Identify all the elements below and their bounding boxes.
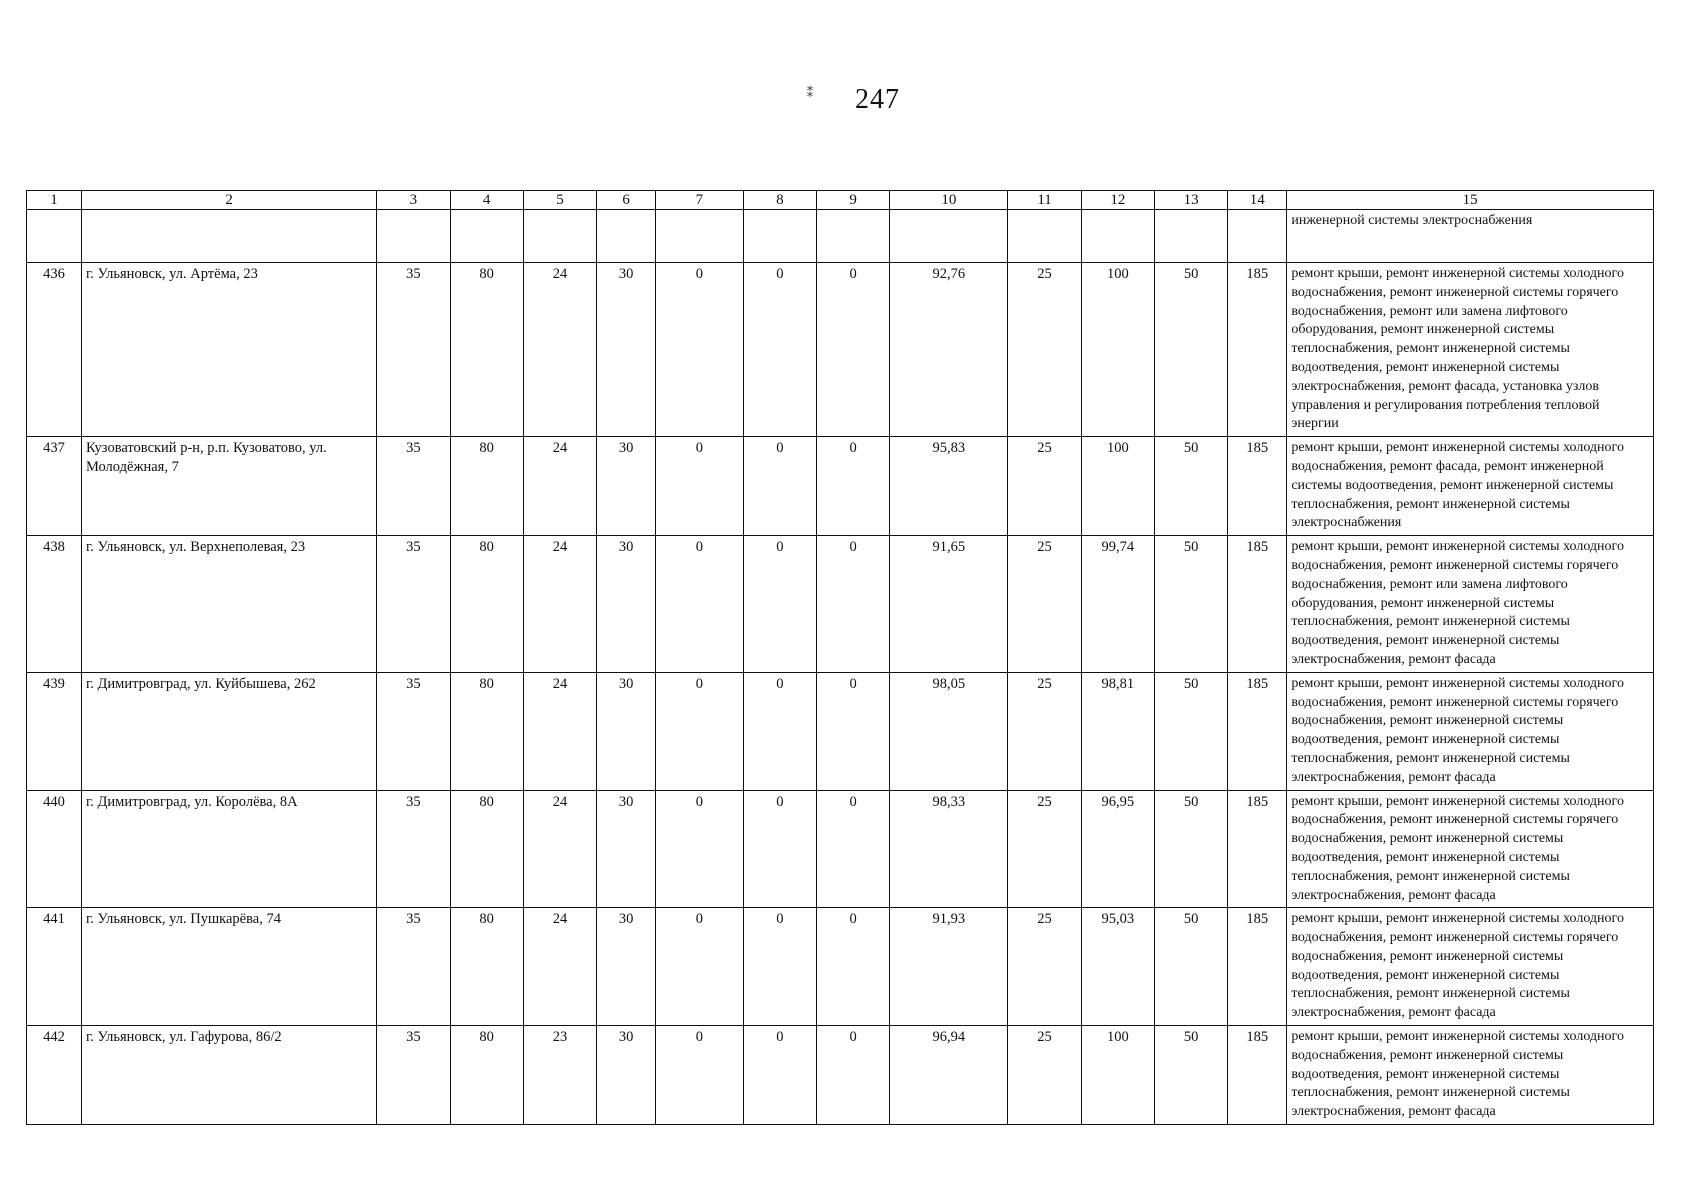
value-cell: 24	[523, 536, 596, 673]
value-cell: 0	[656, 790, 744, 908]
value-cell: 98,81	[1081, 672, 1154, 790]
value-cell: 35	[377, 437, 450, 536]
value-cell: 24	[523, 790, 596, 908]
value-cell: 50	[1154, 790, 1227, 908]
value-cell: 35	[377, 672, 450, 790]
table-row	[27, 263, 1654, 437]
value-cell: 30	[597, 672, 656, 790]
value-cell: 50	[1154, 437, 1227, 536]
value-cell: 80	[450, 437, 523, 536]
address-cell: Кузоватовский р-н, р.п. Кузоватово, ул. Молодёжная, 7	[81, 437, 376, 536]
value-cell: 25	[1008, 908, 1081, 1026]
value-cell: 91,65	[890, 536, 1008, 673]
value-cell: 100	[1081, 1026, 1154, 1125]
value-cell: 185	[1228, 263, 1287, 437]
value-cell: 0	[743, 672, 816, 790]
value-cell: 185	[1228, 908, 1287, 1026]
value-cell: 24	[523, 908, 596, 1026]
value-cell: 95,83	[890, 437, 1008, 536]
value-cell: 24	[523, 437, 596, 536]
value-cell: 30	[597, 263, 656, 437]
repair-table	[26, 190, 1654, 1125]
value-cell: 185	[1228, 672, 1287, 790]
value-cell: 96,94	[890, 1026, 1008, 1125]
table-row	[27, 908, 1654, 1026]
scan-mark: ⁑	[807, 86, 813, 100]
header-cell: 7	[656, 191, 744, 210]
value-cell: 25	[1008, 536, 1081, 673]
header-row	[27, 191, 1654, 210]
value-cell: 100	[1081, 263, 1154, 437]
value-cell: 0	[743, 908, 816, 1026]
value-cell: 0	[656, 536, 744, 673]
header-cell: 6	[597, 191, 656, 210]
row-number: 442	[27, 1026, 82, 1125]
value-cell: 35	[377, 263, 450, 437]
continuation-row	[27, 210, 1654, 263]
value-cell: 0	[743, 536, 816, 673]
value-cell: 25	[1008, 672, 1081, 790]
table-row	[27, 437, 1654, 536]
value-cell: 80	[450, 908, 523, 1026]
header-cell: 13	[1154, 191, 1227, 210]
value-cell: 0	[743, 263, 816, 437]
value-cell: 0	[817, 263, 890, 437]
value-cell: 25	[1008, 263, 1081, 437]
header-cell: 11	[1008, 191, 1081, 210]
address-cell: г. Димитровград, ул. Королёва, 8А	[81, 790, 376, 908]
header-cell: 15	[1287, 191, 1654, 210]
value-cell: 0	[656, 672, 744, 790]
address-cell: г. Ульяновск, ул. Гафурова, 86/2	[81, 1026, 376, 1125]
row-number: 436	[27, 263, 82, 437]
value-cell: 96,95	[1081, 790, 1154, 908]
value-cell: 0	[817, 1026, 890, 1125]
value-cell: 50	[1154, 263, 1227, 437]
header-cell: 8	[743, 191, 816, 210]
header-cell: 1	[27, 191, 82, 210]
value-cell: 91,93	[890, 908, 1008, 1026]
value-cell: 50	[1154, 1026, 1227, 1125]
value-cell: 80	[450, 1026, 523, 1125]
value-cell: 23	[523, 1026, 596, 1125]
work-description: ремонт крыши, ремонт инженерной системы холодного водоснабжения, ремонт инженерной системы горячего водоснабжения, ремонт инженерной системы водоотведения, ремонт инженерной системы теплоснабжения, ремонт инженерной системы электроснабжения, ремонт фасада	[1287, 908, 1654, 1026]
value-cell: 185	[1228, 536, 1287, 673]
value-cell: 30	[597, 536, 656, 673]
value-cell: 0	[817, 672, 890, 790]
value-cell: 98,33	[890, 790, 1008, 908]
value-cell: 50	[1154, 908, 1227, 1026]
header-cell: 9	[817, 191, 890, 210]
table-row	[27, 672, 1654, 790]
value-cell: 30	[597, 790, 656, 908]
value-cell: 0	[817, 790, 890, 908]
row-number: 437	[27, 437, 82, 536]
value-cell: 0	[743, 790, 816, 908]
address-cell: г. Ульяновск, ул. Артёма, 23	[81, 263, 376, 437]
value-cell: 25	[1008, 790, 1081, 908]
value-cell: 98,05	[890, 672, 1008, 790]
page-number: 247	[855, 84, 900, 115]
table-row	[27, 1026, 1654, 1125]
value-cell: 30	[597, 908, 656, 1026]
work-description: ремонт крыши, ремонт инженерной системы холодного водоснабжения, ремонт фасада, ремонт инженерной системы водоотведения, ремонт инженерной системы теплоснабжения, ремонт инженерной системы электроснабжения	[1287, 437, 1654, 536]
address-cell: г. Димитровград, ул. Куйбышева, 262	[81, 672, 376, 790]
work-description: ремонт крыши, ремонт инженерной системы холодного водоснабжения, ремонт инженерной системы горячего водоснабжения, ремонт инженерной системы водоотведения, ремонт инженерной системы теплоснабжения, ремонт инженерной системы электроснабжения, ремонт фасада	[1287, 672, 1654, 790]
value-cell: 95,03	[1081, 908, 1154, 1026]
value-cell: 185	[1228, 437, 1287, 536]
value-cell: 35	[377, 790, 450, 908]
work-description: ремонт крыши, ремонт инженерной системы холодного водоснабжения, ремонт инженерной системы горячего водоснабжения, ремонт или замена лифтового оборудования, ремонт инженерной системы теплоснабжения, ремонт инженерной системы водоотведения, ремонт инженерной системы электроснабжения, ремонт фасада, установка узлов управления и регулирования потребления тепловой энергии	[1287, 263, 1654, 437]
value-cell: 92,76	[890, 263, 1008, 437]
value-cell: 35	[377, 536, 450, 673]
row-number: 441	[27, 908, 82, 1026]
header-cell: 4	[450, 191, 523, 210]
value-cell: 24	[523, 672, 596, 790]
value-cell: 35	[377, 908, 450, 1026]
value-cell: 30	[597, 1026, 656, 1125]
address-cell: г. Ульяновск, ул. Верхнеполевая, 23	[81, 536, 376, 673]
value-cell: 80	[450, 263, 523, 437]
value-cell: 0	[656, 437, 744, 536]
value-cell: 50	[1154, 536, 1227, 673]
value-cell: 25	[1008, 1026, 1081, 1125]
value-cell: 80	[450, 672, 523, 790]
table-row	[27, 536, 1654, 673]
value-cell: 0	[817, 437, 890, 536]
work-description: ремонт крыши, ремонт инженерной системы холодного водоснабжения, ремонт инженерной системы водоотведения, ремонт инженерной системы теплоснабжения, ремонт инженерной системы электроснабжения, ремонт фасада	[1287, 1026, 1654, 1125]
value-cell: 100	[1081, 437, 1154, 536]
value-cell: 0	[656, 263, 744, 437]
header-cell: 12	[1081, 191, 1154, 210]
value-cell: 0	[743, 1026, 816, 1125]
value-cell: 25	[1008, 437, 1081, 536]
row-number: 439	[27, 672, 82, 790]
value-cell: 0	[743, 437, 816, 536]
header-cell: 5	[523, 191, 596, 210]
value-cell: 0	[656, 908, 744, 1026]
value-cell: 0	[817, 536, 890, 673]
value-cell: 50	[1154, 672, 1227, 790]
work-description: ремонт крыши, ремонт инженерной системы холодного водоснабжения, ремонт инженерной системы горячего водоснабжения, ремонт инженерной системы водоотведения, ремонт инженерной системы теплоснабжения, ремонт инженерной системы электроснабжения, ремонт фасада	[1287, 790, 1654, 908]
value-cell: 185	[1228, 1026, 1287, 1125]
work-description: ремонт крыши, ремонт инженерной системы холодного водоснабжения, ремонт инженерной системы горячего водоснабжения, ремонт или замена лифтового оборудования, ремонт инженерной системы теплоснабжения, ремонт инженерной системы водоотведения, ремонт инженерной системы электроснабжения, ремонт фасада	[1287, 536, 1654, 673]
value-cell: 80	[450, 790, 523, 908]
value-cell: 24	[523, 263, 596, 437]
value-cell: 30	[597, 437, 656, 536]
continuation-text: инженерной системы электроснабжения	[1287, 210, 1654, 263]
header-cell: 14	[1228, 191, 1287, 210]
value-cell: 185	[1228, 790, 1287, 908]
value-cell: 0	[817, 908, 890, 1026]
header-cell: 10	[890, 191, 1008, 210]
row-number: 440	[27, 790, 82, 908]
row-number: 438	[27, 536, 82, 673]
value-cell: 99,74	[1081, 536, 1154, 673]
value-cell: 35	[377, 1026, 450, 1125]
value-cell: 0	[656, 1026, 744, 1125]
header-cell: 3	[377, 191, 450, 210]
table-row	[27, 790, 1654, 908]
header-cell: 2	[81, 191, 376, 210]
address-cell: г. Ульяновск, ул. Пушкарёва, 74	[81, 908, 376, 1026]
value-cell: 80	[450, 536, 523, 673]
